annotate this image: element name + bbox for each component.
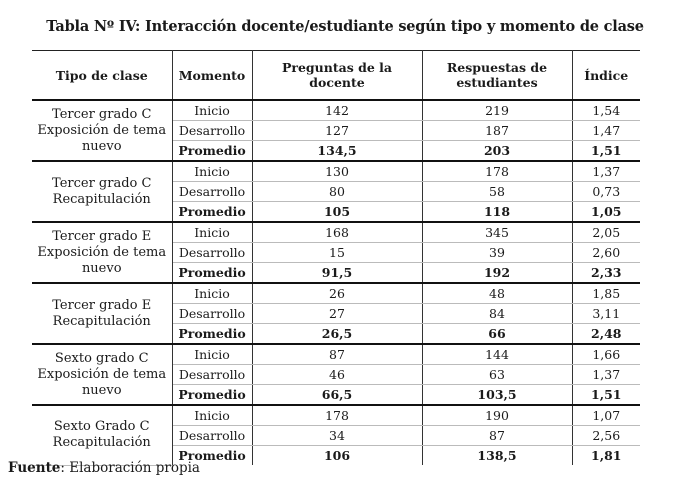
- preguntas-cell: 168: [252, 222, 422, 243]
- respuestas-cell: 87: [422, 426, 572, 446]
- respuestas-cell: 192: [422, 263, 572, 284]
- preguntas-cell: 178: [252, 405, 422, 426]
- preguntas-cell: 26: [252, 283, 422, 304]
- indice-cell: 1,47: [572, 121, 640, 141]
- momento-cell: Inicio: [172, 344, 252, 365]
- respuestas-cell: 58: [422, 182, 572, 202]
- header-indice: Índice: [572, 51, 640, 101]
- respuestas-cell: 203: [422, 141, 572, 162]
- header-row: [32, 51, 640, 101]
- momento-cell: Inicio: [172, 283, 252, 304]
- tipo-line: Exposición de tema nuevo: [37, 366, 167, 398]
- preguntas-cell: 66,5: [252, 385, 422, 406]
- preguntas-cell: 130: [252, 161, 422, 182]
- indice-cell: 1,81: [591, 448, 622, 463]
- tipo-de-clase-cell: [32, 405, 172, 465]
- table-row: [32, 405, 640, 426]
- preguntas-cell: 15: [252, 243, 422, 263]
- tipo-de-clase-cell: [32, 100, 172, 161]
- header-tipo: Tipo de clase: [32, 51, 172, 101]
- tipo-de-clase-cell: [32, 344, 172, 405]
- tipo-line: Recapitulación: [52, 435, 151, 451]
- momento-cell: Promedio: [172, 446, 252, 466]
- tipo-line: Tercer grado C: [52, 106, 152, 122]
- respuestas-cell: 190: [422, 405, 572, 426]
- indice-cell: 2,48: [591, 326, 622, 341]
- preguntas-cell: 106: [252, 446, 422, 466]
- momento-cell: Inicio: [172, 161, 252, 182]
- momento-cell: Desarrollo: [172, 243, 252, 263]
- source-note: [8, 460, 200, 476]
- momento-cell: Desarrollo: [172, 365, 252, 385]
- preguntas-cell: 87: [252, 344, 422, 365]
- momento-cell: Desarrollo: [172, 121, 252, 141]
- indice-cell: 1,54: [572, 100, 640, 121]
- preguntas-cell: 127: [252, 121, 422, 141]
- tipo-line: Sexto Grado C: [53, 419, 150, 435]
- preguntas-cell: 91,5: [252, 263, 422, 284]
- table-title: Tabla Nº IV: Interacción docente/estudiante según tipo y momento de clase: [46, 18, 644, 35]
- header-momento: Momento: [172, 51, 252, 101]
- indice-cell: 2,60: [572, 243, 640, 263]
- tipo-line: Tercer grado E: [52, 228, 152, 244]
- table-row: [32, 283, 640, 304]
- table-row: [32, 161, 640, 182]
- momento-cell: Desarrollo: [172, 426, 252, 446]
- momento-cell: Promedio: [172, 141, 252, 162]
- indice-cell: 2,33: [591, 265, 622, 280]
- preguntas-cell: 80: [252, 182, 422, 202]
- indice-cell: 1,85: [572, 283, 640, 304]
- indice-cell: 2,05: [572, 222, 640, 243]
- tipo-line: Recapitulación: [52, 191, 151, 207]
- respuestas-cell: 187: [422, 121, 572, 141]
- table-row: [32, 344, 640, 365]
- table-row: [32, 222, 640, 243]
- tipo-line: Exposición de tema nuevo: [37, 122, 167, 154]
- indice-cell: 1,66: [572, 344, 640, 365]
- respuestas-cell: 84: [422, 304, 572, 324]
- tipo-de-clase-cell: [32, 161, 172, 222]
- momento-cell: Desarrollo: [172, 182, 252, 202]
- tipo-line: Tercer grado E: [52, 297, 152, 313]
- header-preguntas: Preguntas de la docente: [252, 51, 422, 101]
- tipo-line: Exposición de tema nuevo: [37, 244, 167, 276]
- momento-cell: Inicio: [172, 100, 252, 121]
- indice-cell: 1,05: [591, 204, 622, 219]
- table-body: [32, 100, 640, 465]
- tipo-de-clase-cell: [32, 222, 172, 283]
- respuestas-cell: 103,5: [422, 385, 572, 406]
- respuestas-cell: 219: [422, 100, 572, 121]
- respuestas-cell: 39: [422, 243, 572, 263]
- momento-cell: Promedio: [172, 202, 252, 223]
- respuestas-cell: 345: [422, 222, 572, 243]
- momento-cell: Inicio: [172, 222, 252, 243]
- indice-cell: 1,07: [572, 405, 640, 426]
- preguntas-cell: 34: [252, 426, 422, 446]
- tipo-line: Tercer grado C: [52, 175, 152, 191]
- preguntas-cell: 46: [252, 365, 422, 385]
- indice-cell: 1,51: [591, 143, 622, 158]
- indice-cell: 1,51: [591, 387, 622, 402]
- tipo-de-clase-cell: [32, 283, 172, 344]
- preguntas-cell: 142: [252, 100, 422, 121]
- preguntas-cell: 27: [252, 304, 422, 324]
- respuestas-cell: 63: [422, 365, 572, 385]
- preguntas-cell: 134,5: [252, 141, 422, 162]
- header-respuestas: Respuestas de estudiantes: [422, 51, 572, 101]
- respuestas-cell: 118: [422, 202, 572, 223]
- respuestas-cell: 138,5: [422, 446, 572, 466]
- indice-cell: 0,73: [572, 182, 640, 202]
- momento-cell: Inicio: [172, 405, 252, 426]
- preguntas-cell: 26,5: [252, 324, 422, 345]
- momento-cell: Desarrollo: [172, 304, 252, 324]
- source-label: Fuente: [8, 460, 61, 476]
- tipo-line: Sexto grado C: [54, 350, 149, 366]
- respuestas-cell: 144: [422, 344, 572, 365]
- preguntas-cell: 105: [252, 202, 422, 223]
- tipo-line: Recapitulación: [52, 313, 151, 329]
- momento-cell: Promedio: [172, 324, 252, 345]
- momento-cell: Promedio: [172, 385, 252, 406]
- source-text: : Elaboración propia: [60, 460, 200, 476]
- respuestas-cell: 48: [422, 283, 572, 304]
- data-table: [32, 50, 640, 466]
- indice-cell: 1,37: [572, 365, 640, 385]
- indice-cell: 3,11: [572, 304, 640, 324]
- indice-cell: 2,56: [572, 426, 640, 446]
- respuestas-cell: 66: [422, 324, 572, 345]
- momento-cell: Promedio: [172, 263, 252, 284]
- indice-cell: 1,37: [572, 161, 640, 182]
- table-row: [32, 100, 640, 121]
- respuestas-cell: 178: [422, 161, 572, 182]
